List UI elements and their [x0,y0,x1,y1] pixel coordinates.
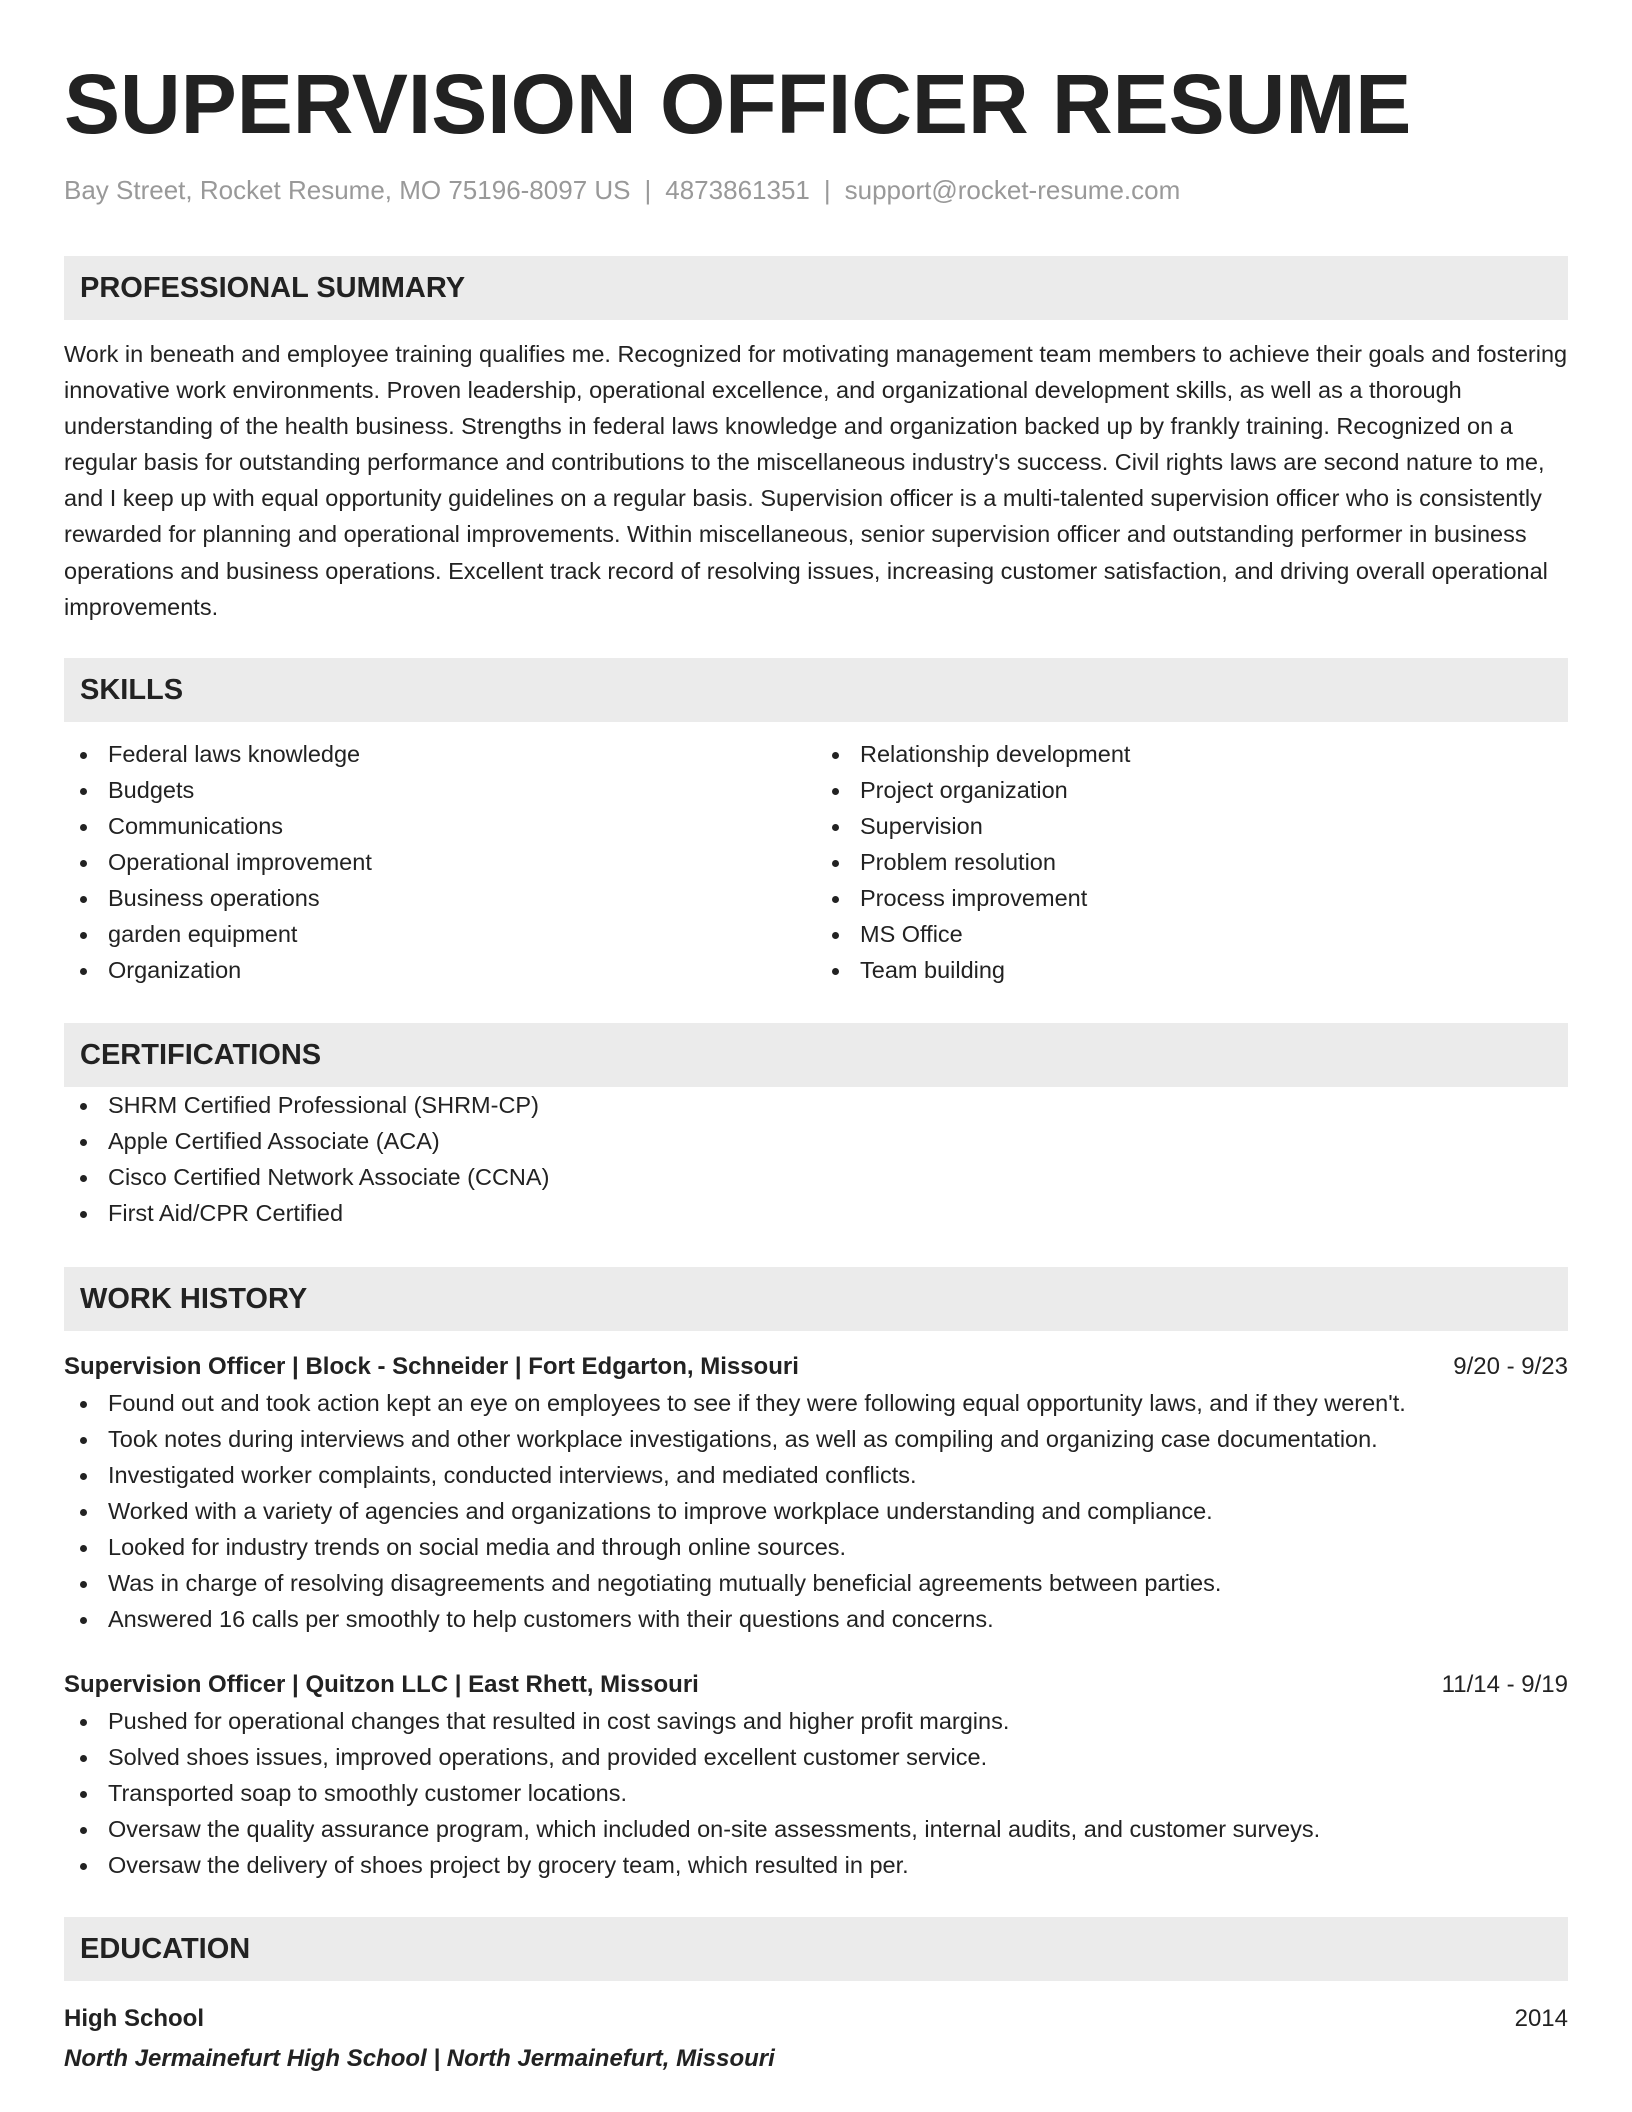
contact-line [64,174,1568,206]
job-bullet: Answered 16 calls per smoothly to help customers with their questions and concerns. [64,1601,1568,1637]
contact-separator: | [823,175,831,205]
job-title: Supervision Officer | Quitzon LLC | East Rhett, Missouri [64,1670,699,1698]
skill-item: MS Office [816,916,1568,952]
contact-separator: | [644,175,652,205]
skill-item: Operational improvement [64,844,816,880]
education-school: North Jermainefurt High School | North Jermainefurt, Missouri [64,2044,775,2072]
skill-item: Budgets [64,772,816,808]
job-bullet: Pushed for operational changes that resulted in cost savings and higher profit margins. [64,1703,1568,1739]
education-year: 2014 [1514,2004,1568,2032]
job-bullet: Investigated worker complaints, conducted interviews, and mediated conflicts. [64,1457,1568,1493]
resume-title: SUPERVISION OFFICER RESUME [64,57,1412,151]
job-bullet: Found out and took action kept an eye on employees to see if they were following equal opportunity laws, and if they weren't. [64,1385,1568,1421]
job-bullet: Worked with a variety of agencies and organizations to improve workplace understanding and compliance. [64,1493,1568,1529]
certification-item: Cisco Certified Network Associate (CCNA) [64,1159,1568,1195]
skills-column-right [816,736,1568,988]
contact-email: support@rocket-resume.com [844,175,1181,205]
section-header-certifications: CERTIFICATIONS [64,1023,1568,1087]
section-header-summary: PROFESSIONAL SUMMARY [64,256,1568,320]
skill-item: Federal laws knowledge [64,736,816,772]
skill-item: Team building [816,952,1568,988]
skills-column-left [64,736,816,988]
section-header-work-history: WORK HISTORY [64,1267,1568,1331]
job-bullet: Transported soap to smoothly customer locations. [64,1775,1568,1811]
summary-text: Work in beneath and employee training qualifies me. Recognized for motivating management team members to achieve their goals and fostering innovative work environments. Proven leadership, operational excellence, and organizational development skills, as well as a thorough understanding of the health business. Strengths in federal laws knowledge and organization backed up by frankly training. Recognized on a regular basis for outstanding performance and contributions to the miscellaneous industry's success. Civil rights laws are second nature to me, and I keep up with equal opportunity guidelines on a regular basis. Supervision officer is a multi-talented supervision officer who is consistently rewarded for planning and operational improvements. Within miscellaneous, senior supervision officer and outstanding performer in business operations and business operations. Excellent track record of resolving issues, increasing customer satisfaction, and driving overall operational improvements. [64,341,1568,620]
skills-list-right [816,736,1568,988]
education-header [64,2001,1568,2037]
job-bullet: Oversaw the quality assurance program, which included on-site assessments, internal audits, and customer surveys. [64,1811,1568,1847]
job-title: Supervision Officer | Block - Schneider | Fort Edgarton, Missouri [64,1352,799,1380]
skills-list-left [64,736,816,988]
skill-item: Process improvement [816,880,1568,916]
skill-item: Business operations [64,880,816,916]
skill-item: Relationship development [816,736,1568,772]
job-bullet: Was in charge of resolving disagreements and negotiating mutually beneficial agreements between parties. [64,1565,1568,1601]
job-header [64,1667,1568,1703]
skill-item: garden equipment [64,916,816,952]
job-bullets [64,1703,1568,1883]
job-bullets [64,1385,1568,1637]
certification-item: Apple Certified Associate (ACA) [64,1123,1568,1159]
job-bullet: Oversaw the delivery of shoes project by grocery team, which resulted in per. [64,1847,1568,1883]
skill-item: Problem resolution [816,844,1568,880]
job-dates: 9/20 - 9/23 [1453,1352,1568,1380]
job-bullet: Looked for industry trends on social media and through online sources. [64,1529,1568,1565]
section-header-education: EDUCATION [64,1917,1568,1981]
skill-item: Project organization [816,772,1568,808]
certifications-list [64,1087,1568,1231]
skill-item: Supervision [816,808,1568,844]
contact-phone: 4873861351 [665,175,810,205]
skills-grid [64,736,1568,988]
skill-item: Organization [64,952,816,988]
job-entry [64,1349,1568,1637]
certification-item: First Aid/CPR Certified [64,1195,1568,1231]
contact-address: Bay Street, Rocket Resume, MO 75196-8097 US [64,175,631,205]
education-degree: High School [64,2004,204,2032]
job-bullet: Solved shoes issues, improved operations, and provided excellent customer service. [64,1739,1568,1775]
job-bullet: Took notes during interviews and other workplace investigations, as well as compiling and organizing case documentation. [64,1421,1568,1457]
job-dates: 11/14 - 9/19 [1441,1670,1568,1698]
job-header [64,1349,1568,1385]
job-entry [64,1667,1568,1883]
skill-item: Communications [64,808,816,844]
certification-item: SHRM Certified Professional (SHRM-CP) [64,1087,1568,1123]
section-header-skills: SKILLS [64,658,1568,722]
